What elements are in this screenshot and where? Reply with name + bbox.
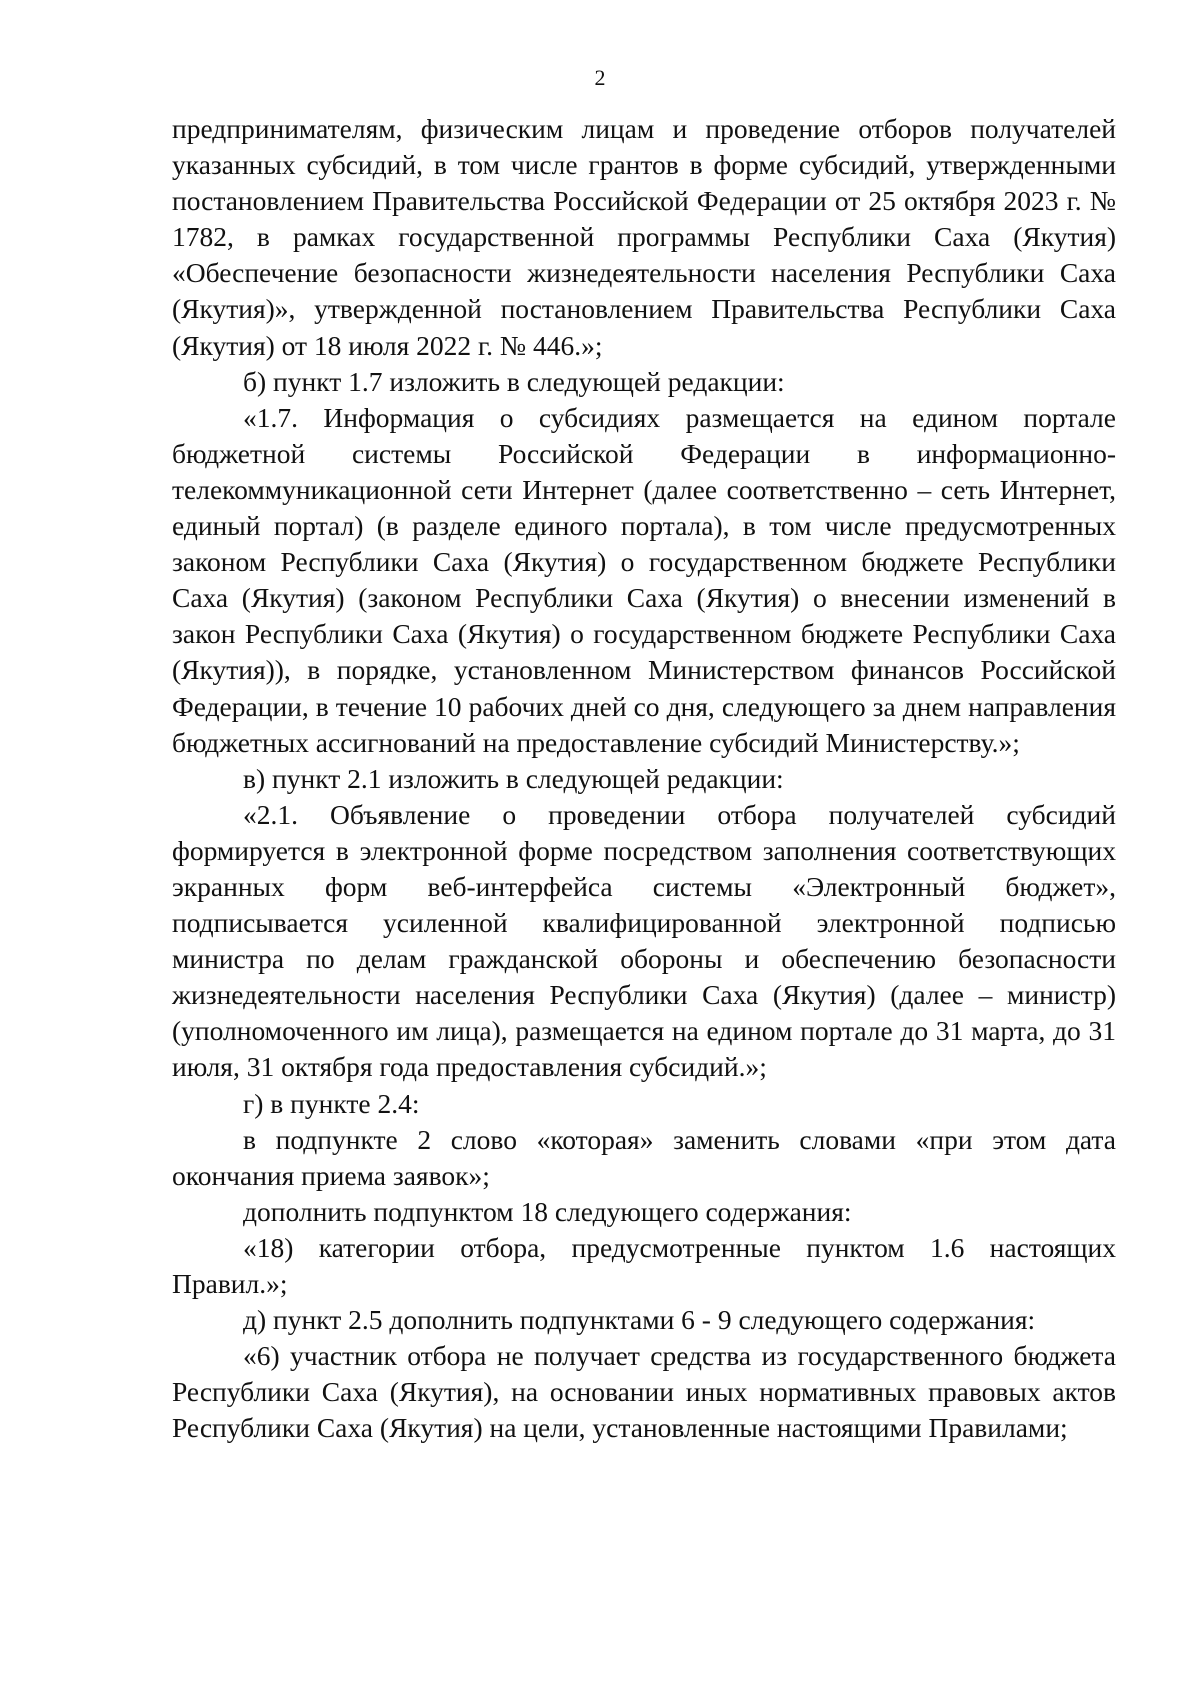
paragraph-item-b: б) пункт 1.7 изложить в следующей редакции: xyxy=(243,365,785,397)
paragraph-clause-1-7: «1.7. Информация о субсидиях размещается на едином портале бюджетной системы Российской Федерации в информационно-телекоммуникационной сети Интернет (далее соответственно – сеть Интернет, единый портал) (в разделе единого портала), в том числе предусмотренных законом Республики Саха (Якутия) о государственном бюджете Республики Саха (Якутия) (законом Республики Саха (Якутия) о внесении изменений в закон Республики Саха (Якутия) о государственном бюджете Республики Саха (Якутия)), в порядке, установленном Министерством финансов Российской Федерации, в течение 10 рабочих дней со дня, следующего за днем направления бюджетных ассигнований на предоставление субсидий Министерству.»; xyxy=(172,401,1116,758)
paragraph-subsidy-rules-continuation: предпринимателям, физическим лицам и проведение отборов получателей указанных субсидий, в том числе грантов в форме субсидий, утвержденными постановлением Правительства Российской Федерации от 25 октября 2023 г. № 1782, в рамках государственной программы Республики Саха (Якутия) «Обеспечение безопасности жизнедеятельности населения Республики Саха (Якутия)», утвержденной постановлением Правительства Республики Саха (Якутия) от 18 июля 2022 г. № 446.»; xyxy=(172,113,1116,361)
page-number: 2 xyxy=(594,65,606,90)
document-body xyxy=(172,111,1116,1446)
paragraph-clause-2-1: «2.1. Объявление о проведении отбора получателей субсидий формируется в электронной форме посредством заполнения соответствующих экранных форм веб-интерфейса системы «Электронный бюджет», подписывается усиленной квалифицированной электронной подписью министра по делам гражданской обороны и обеспечению безопасности жизнедеятельности населения Республики Саха (Якутия) (далее – министр) (уполномоченного им лица), размещается на едином портале до 31 марта, до 31 июля, 31 октября года предоставления субсидий.»; xyxy=(172,798,1116,1083)
paragraph-item-v: в) пункт 2.1 изложить в следующей редакции: xyxy=(243,762,784,794)
paragraph-subclause-18: «18) категории отбора, предусмотренные пунктом 1.6 настоящих Правил.»; xyxy=(172,1231,1116,1299)
paragraph-subclause-6: «6) участник отбора не получает средства из государственного бюджета Республики Саха (Якутия), на основании иных нормативных правовых актов Республики Саха (Якутия) на цели, установленные настоящими Правилами; xyxy=(172,1340,1116,1444)
paragraph-subclause-2-replacement: в подпункте 2 слово «которая» заменить словами «при этом дата окончания приема заявок»; xyxy=(172,1123,1116,1191)
paragraph-item-g: г) в пункте 2.4: xyxy=(243,1087,420,1119)
paragraph-add-subclause-18: дополнить подпунктом 18 следующего содержания: xyxy=(243,1195,852,1227)
paragraph-item-d: д) пункт 2.5 дополнить подпунктами 6 - 9 следующего содержания: xyxy=(243,1304,1036,1336)
